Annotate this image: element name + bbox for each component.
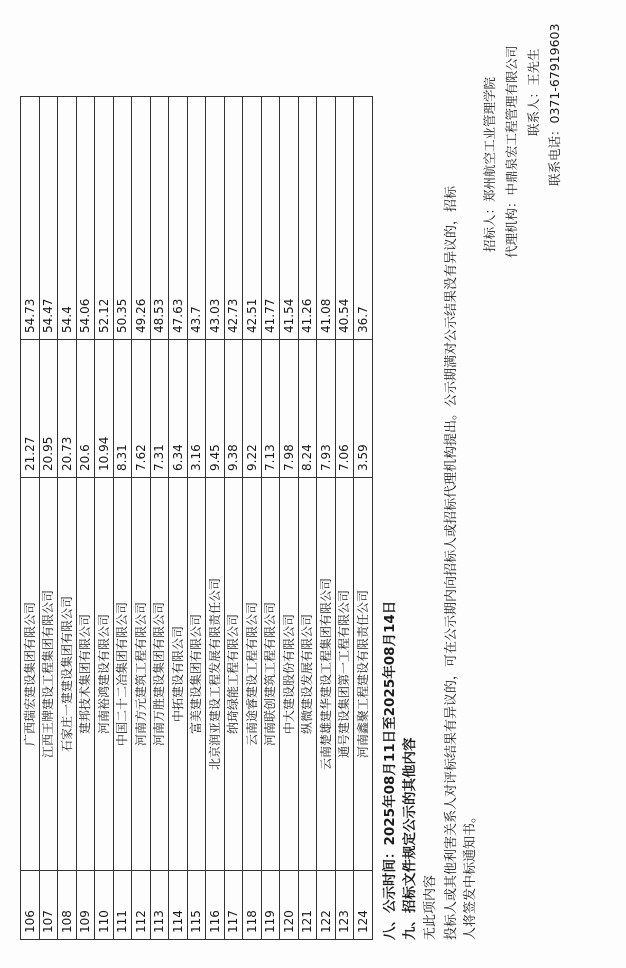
- score-total: 54.47: [39, 97, 58, 340]
- results-table-body: [21, 97, 373, 940]
- table-row: [335, 97, 354, 940]
- score-total: 54.73: [21, 97, 40, 340]
- table-row: [76, 97, 95, 940]
- score-1: 7.31: [150, 340, 169, 478]
- company-name: 河南联创建筑工程有限公司: [261, 478, 280, 871]
- score-total: 41.26: [298, 97, 317, 340]
- row-number: 117: [224, 871, 243, 940]
- company-name: 中拓建设有限公司: [169, 478, 188, 871]
- score-1: 9.38: [224, 340, 243, 478]
- company-name: 石家庄一建建设集团有限公司: [58, 478, 77, 871]
- table-row: [206, 97, 225, 940]
- score-total: 40.54: [335, 97, 354, 340]
- row-number: 115: [187, 871, 206, 940]
- score-1: 21.27: [21, 340, 40, 478]
- table-row: [243, 97, 262, 940]
- section-8-publicity-period: 八、公示时间：2025年08月11日至2025年08月14日: [382, 600, 398, 940]
- row-number: 110: [95, 871, 114, 940]
- contact-person: 联系人：王先生: [526, 48, 541, 136]
- score-1: 3.16: [187, 340, 206, 478]
- company-name: 河南裕鸿建设有限公司: [95, 478, 114, 871]
- company-name: 河南方元建筑工程有限公司: [132, 478, 151, 871]
- company-name: 富美建设集团有限公司: [187, 478, 206, 871]
- row-number: 109: [76, 871, 95, 940]
- score-1: 9.22: [243, 340, 262, 478]
- tenderer: 招标人：郑州航空工业管理学院: [482, 76, 497, 252]
- objection-notice-line-1: 投标人或其他利害关系人对评标结果有异议的，可在公示期内向招标人或招标代理机构提出。公示期满对公示结果没有异议的，招标: [444, 185, 459, 940]
- score-total: 54.4: [58, 97, 77, 340]
- score-total: 41.08: [317, 97, 336, 340]
- company-name: 江西王牌建设工程集团有限公司: [39, 478, 58, 871]
- table-row: [132, 97, 151, 940]
- row-number: 112: [132, 871, 151, 940]
- company-name: 北京润亚建设工程发展有限责任公司: [206, 478, 225, 871]
- score-1: 20.95: [39, 340, 58, 478]
- row-number: 124: [354, 871, 373, 940]
- score-total: 54.06: [76, 97, 95, 340]
- row-number: 120: [280, 871, 299, 940]
- row-number: 114: [169, 871, 188, 940]
- table-row: [113, 97, 132, 940]
- row-number: 123: [335, 871, 354, 940]
- score-total: 52.12: [95, 97, 114, 340]
- company-name: 河南鑫聚工程建设有限责任公司: [354, 478, 373, 871]
- company-name: 河南万胜建设集团有限公司: [150, 478, 169, 871]
- table-row: [354, 97, 373, 940]
- row-number: 108: [58, 871, 77, 940]
- contact-phone: 联系电话：0371-67919603: [547, 23, 562, 186]
- company-name: 中大建设股份有限公司: [280, 478, 299, 871]
- score-1: 10.94: [95, 340, 114, 478]
- score-1: 8.24: [298, 340, 317, 478]
- score-1: 20.6: [76, 340, 95, 478]
- section-9-heading: 九、招标文件规定公示的其他内容: [402, 737, 418, 940]
- score-1: 7.98: [280, 340, 299, 478]
- objection-notice-line-2: 人将签发中标通知书。: [463, 809, 478, 940]
- company-name: 纵微建设发展有限公司: [298, 478, 317, 871]
- company-name: 通号建设集团第一工程有限公司: [335, 478, 354, 871]
- score-total: 43.7: [187, 97, 206, 340]
- table-row: [224, 97, 243, 940]
- table-row: [39, 97, 58, 940]
- score-total: 50.35: [113, 97, 132, 340]
- score-total: 41.54: [280, 97, 299, 340]
- row-number: 113: [150, 871, 169, 940]
- score-1: 7.93: [317, 340, 336, 478]
- score-1: 7.13: [261, 340, 280, 478]
- section-9-body: 无此项内容: [423, 874, 438, 940]
- score-total: 42.51: [243, 97, 262, 340]
- score-1: 7.06: [335, 340, 354, 478]
- company-name: 广西瑞宏建设集团有限公司: [21, 478, 40, 871]
- score-total: 47.63: [169, 97, 188, 340]
- row-number: 119: [261, 871, 280, 940]
- company-name: 中国二十二冶集团有限公司: [113, 478, 132, 871]
- row-number: 106: [21, 871, 40, 940]
- score-total: 41.77: [261, 97, 280, 340]
- row-number: 122: [317, 871, 336, 940]
- table-row: [150, 97, 169, 940]
- table-row: [261, 97, 280, 940]
- score-1: 7.62: [132, 340, 151, 478]
- score-1: 20.73: [58, 340, 77, 478]
- score-1: 6.34: [169, 340, 188, 478]
- score-1: 8.31: [113, 340, 132, 478]
- company-name: 纳琦绿能工程有限公司: [224, 478, 243, 871]
- results-table: [20, 96, 373, 940]
- table-row: [95, 97, 114, 940]
- score-total: 42.73: [224, 97, 243, 340]
- row-number: 116: [206, 871, 225, 940]
- score-1: 9.45: [206, 340, 225, 478]
- table-row: [317, 97, 336, 940]
- table-row: [58, 97, 77, 940]
- table-row: [298, 97, 317, 940]
- row-number: 121: [298, 871, 317, 940]
- score-total: 49.26: [132, 97, 151, 340]
- score-1: 3.59: [354, 340, 373, 478]
- table-row: [21, 97, 40, 940]
- row-number: 107: [39, 871, 58, 940]
- agency: 代理机构：中鼎泉宏工程管理有限公司: [504, 45, 519, 258]
- row-number: 118: [243, 871, 262, 940]
- table-row: [280, 97, 299, 940]
- score-total: 43.03: [206, 97, 225, 340]
- score-total: 36.7: [354, 97, 373, 340]
- table-row: [187, 97, 206, 940]
- company-name: 建邦技术集团有限公司: [76, 478, 95, 871]
- row-number: 111: [113, 871, 132, 940]
- table-row: [169, 97, 188, 940]
- company-name: 云南途睿建设工程有限公司: [243, 478, 262, 871]
- company-name: 云南楚雄建华建设工程集团有限公司: [317, 478, 336, 871]
- score-total: 48.53: [150, 97, 169, 340]
